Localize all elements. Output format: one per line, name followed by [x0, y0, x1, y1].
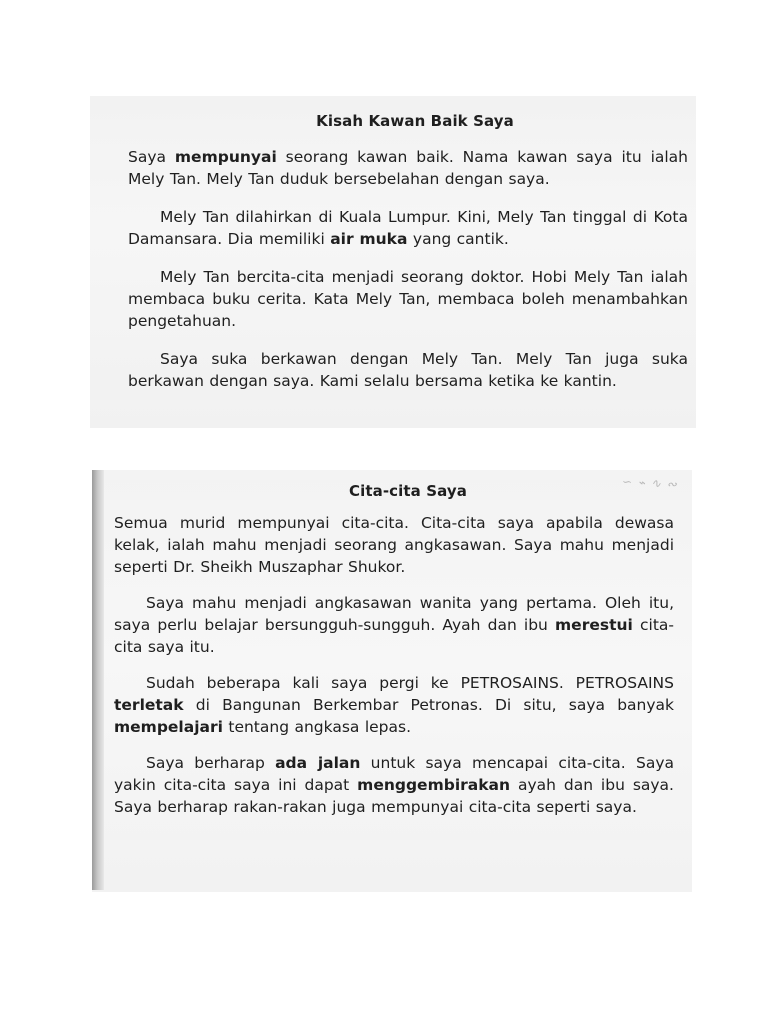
text-run: di Bangunan Berkembar Petronas. Di situ, saya banyak — [183, 696, 674, 714]
text-run: Mely Tan dilahirkan di Kuala Lumpur. Kini, Mely Tan tinggal di Kota Damansara. Dia memiliki — [128, 208, 688, 248]
handwritten-margin-note: ∽ ⌁ ∿ ∾ — [621, 474, 679, 492]
text-run: ayah dan ibu saya. Saya berharap rakan-rakan juga mempunyai cita-cita seperti saya. — [114, 776, 674, 816]
story-paragraph — [114, 592, 674, 658]
text-run: Mely Tan bercita-cita menjadi seorang doktor. Hobi Mely Tan ialah membaca buku cerita. Kata Mely Tan, membaca boleh menambahkan pengetahuan. — [128, 268, 688, 330]
text-run: seorang kawan baik. Nama kawan saya itu ialah Mely Tan. Mely Tan duduk bersebelahan dengan saya. — [128, 148, 689, 188]
text-run: Saya berharap — [146, 754, 276, 772]
bold-keyword: mempunyai — [174, 148, 277, 166]
text-run: cita-cita saya itu. — [114, 616, 674, 656]
story-title: Cita-cita Saya — [349, 482, 467, 500]
story-paragraph — [128, 206, 688, 250]
text-run: Saya — [128, 148, 175, 166]
text-run: Saya suka berkawan dengan Mely Tan. Mely Tan juga suka berkawan dengan saya. Kami selalu bersama ketika ke kantin. — [128, 350, 688, 390]
story-paragraph — [114, 752, 674, 818]
story-panel-kisah-kawan-baik — [90, 96, 696, 428]
bold-keyword: mempelajari — [114, 718, 223, 736]
story-paragraph — [128, 146, 688, 190]
bold-keyword: menggembirakan — [357, 776, 511, 794]
story-panel-cita-cita-saya — [92, 470, 692, 892]
text-run: untuk saya mencapai cita-cita. Saya yakin cita-cita saya ini dapat — [114, 754, 674, 794]
bold-keyword: terletak — [114, 696, 184, 714]
text-run: Semua murid mempunyai cita-cita. Cita-cita saya apabila dewasa kelak, ialah mahu menjadi seorang angkasawan. Saya mahu menjadi seperti Dr. Sheikh Muszaphar Shukor. — [114, 514, 674, 576]
page-binding-shadow — [92, 470, 104, 890]
text-run: tentang angkasa lepas. — [222, 718, 412, 736]
story-paragraph — [128, 266, 688, 332]
bold-keyword: ada jalan — [275, 754, 361, 772]
bold-keyword: air muka — [330, 230, 408, 248]
text-run: Saya mahu menjadi angkasawan wanita yang pertama. Oleh itu, saya perlu belajar bersungguh-sungguh. Ayah dan ibu — [114, 594, 674, 634]
bold-keyword: merestui — [555, 616, 633, 634]
story-paragraph — [114, 512, 674, 578]
text-run: yang cantik. — [407, 230, 509, 248]
text-run: Sudah beberapa kali saya pergi ke PETROSAINS. PETROSAINS — [146, 674, 674, 692]
story-paragraph — [128, 348, 688, 392]
story-paragraph — [114, 672, 674, 738]
story-title: Kisah Kawan Baik Saya — [316, 112, 514, 130]
